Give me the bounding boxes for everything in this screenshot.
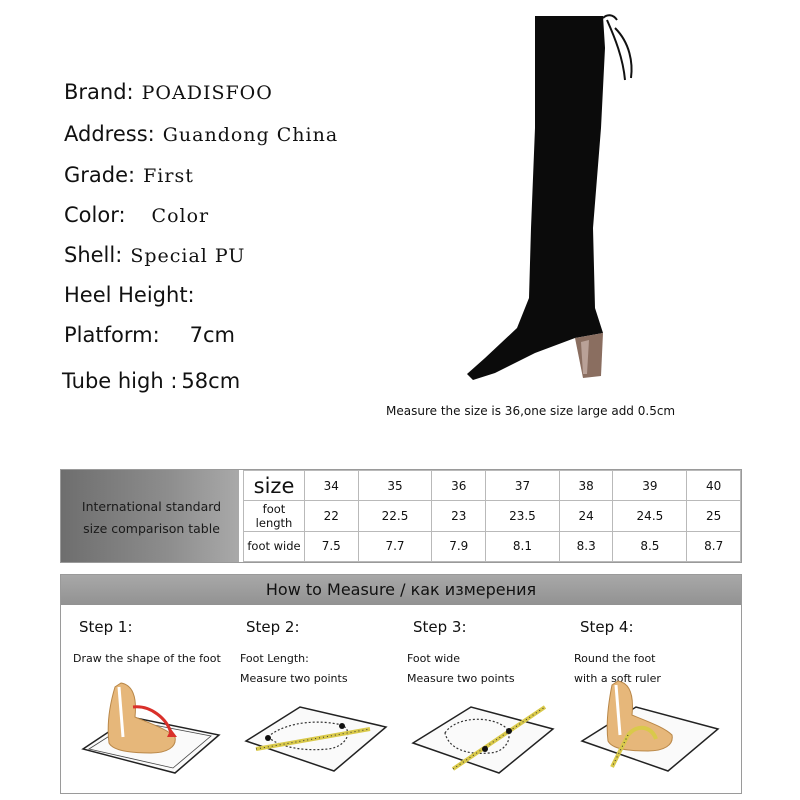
foot-length-cell: 23	[432, 501, 486, 531]
foot-outline-icon	[71, 677, 223, 777]
size-cell: 39	[613, 471, 687, 501]
spec-label: Brand:	[64, 80, 134, 104]
foot-length-cell: 24.5	[613, 501, 687, 531]
step-4	[562, 615, 727, 785]
step-line1: Round the foot	[574, 652, 656, 665]
foot-wide-cell: 8.7	[687, 531, 741, 561]
spec-label: Shell:	[64, 243, 123, 267]
foot-wide-cell: 7.7	[358, 531, 432, 561]
step-description	[73, 649, 221, 669]
step-line2: Measure two points	[407, 672, 515, 685]
foot-round-icon	[572, 677, 724, 777]
step-title: Step 3:	[413, 618, 467, 636]
table-row	[244, 471, 741, 501]
foot-length-cell: 24	[559, 501, 613, 531]
size-table-header	[61, 470, 239, 562]
spec-label: Platform:	[64, 323, 160, 347]
size-cell: 35	[358, 471, 432, 501]
how-to-measure-title: How to Measure / как измерения	[265, 580, 537, 599]
foot-length-cell: 23.5	[486, 501, 560, 531]
step-line2: with a soft ruler	[574, 672, 661, 685]
size-cell: 37	[486, 471, 560, 501]
how-to-measure-panel	[60, 574, 742, 794]
spec-color	[64, 203, 209, 227]
spec-label: Heel Height:	[64, 283, 195, 307]
foot-wide-label: foot wide	[244, 531, 305, 561]
over-knee-boot-image	[455, 8, 655, 393]
spec-value: First	[143, 165, 194, 187]
how-to-measure-header	[61, 575, 741, 605]
size-cell: 36	[432, 471, 486, 501]
foot-wide-cell: 8.5	[613, 531, 687, 561]
spec-tube-high	[62, 369, 240, 393]
spec-label: Color:	[64, 203, 126, 227]
foot-width-icon	[405, 677, 557, 777]
size-table-title-line1: International standard	[81, 499, 222, 514]
step-3	[395, 615, 560, 785]
spec-address	[64, 122, 338, 146]
spec-grade	[64, 163, 194, 187]
size-grid	[243, 470, 741, 562]
table-row	[244, 531, 741, 561]
foot-wide-cell: 8.1	[486, 531, 560, 561]
foot-length-label: foot length	[244, 501, 305, 531]
foot-wide-cell: 7.9	[432, 531, 486, 561]
size-table-title-line2: size comparison table	[83, 521, 220, 536]
step-line1: Foot Length:	[240, 652, 309, 665]
spec-value: Guandong China	[162, 124, 339, 146]
spec-value: 7cm	[189, 323, 236, 347]
foot-wide-cell: 8.3	[559, 531, 613, 561]
step-title: Step 4:	[580, 618, 634, 636]
spec-label: Tube high :	[62, 369, 178, 393]
spec-platform	[64, 323, 235, 347]
spec-heel-height	[64, 283, 203, 307]
size-comparison-table	[60, 469, 742, 563]
foot-length-icon	[238, 677, 390, 777]
spec-value: 58cm	[181, 369, 241, 393]
spec-shell	[64, 243, 245, 267]
step-line1: Draw the shape of the foot	[73, 652, 221, 665]
spec-value: Special PU	[130, 245, 246, 267]
foot-length-cell: 22.5	[358, 501, 432, 531]
table-row	[244, 501, 741, 531]
spec-label: Grade:	[64, 163, 136, 187]
spec-value: POADISFOO	[141, 82, 273, 104]
size-row-label: size	[244, 471, 305, 501]
step-line2: Measure two points	[240, 672, 348, 685]
size-cell: 40	[687, 471, 741, 501]
spec-brand	[64, 80, 273, 104]
step-title: Step 2:	[246, 618, 300, 636]
step-1	[61, 615, 226, 785]
size-table-title	[69, 496, 234, 540]
spec-value: Color	[151, 205, 210, 227]
step-line1: Foot wide	[407, 652, 461, 665]
step-2	[228, 615, 393, 785]
size-cell: 34	[305, 471, 359, 501]
size-cell: 38	[559, 471, 613, 501]
foot-length-cell: 25	[687, 501, 741, 531]
step-title: Step 1:	[79, 618, 133, 636]
foot-length-cell: 22	[305, 501, 359, 531]
spec-label: Address:	[64, 122, 155, 146]
measure-note: Measure the size is 36,one size large add 0.5cm	[386, 404, 676, 418]
foot-wide-cell: 7.5	[305, 531, 359, 561]
